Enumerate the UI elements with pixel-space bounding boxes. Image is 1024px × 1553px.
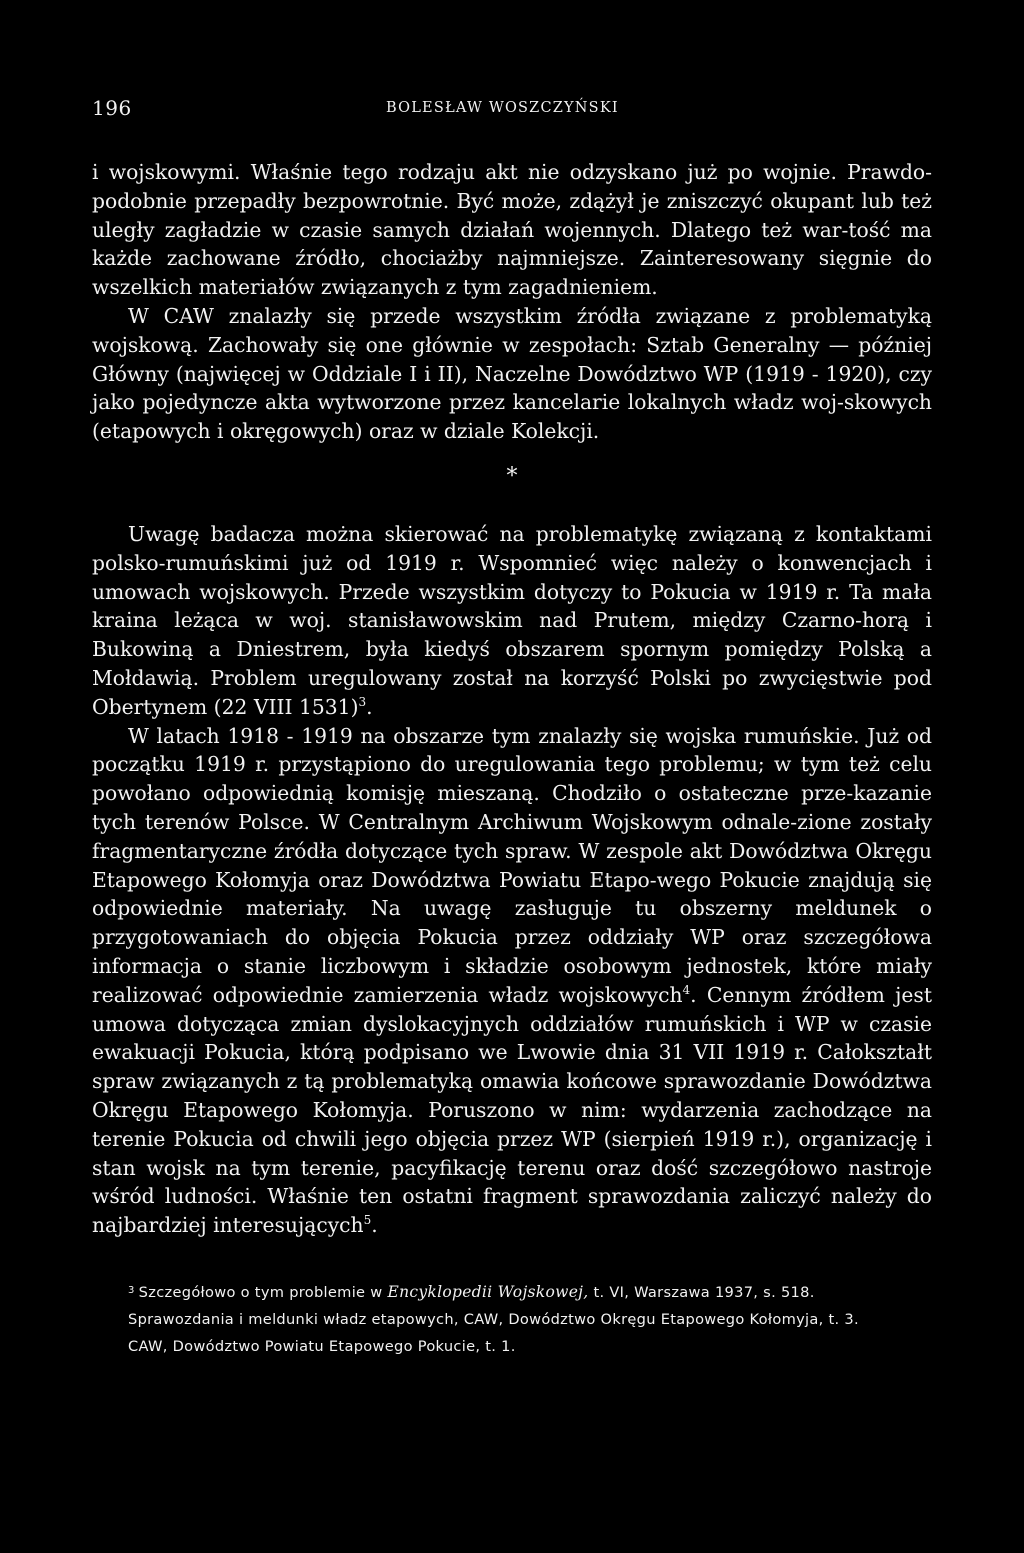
book-page bbox=[92, 96, 932, 1363]
footnote-ref-4: 4 bbox=[682, 982, 691, 997]
footnote-4: Sprawozdania i meldunki władz etapowych, CAW, Dowództwo Okręgu Etapowego Kołomyja, t. 3. bbox=[128, 1310, 859, 1328]
paragraph-3-end: . bbox=[366, 694, 373, 719]
paragraph-3-text: Uwagę badacza można skierować na problematykę związaną z kontaktami polsko-rumuńskimi już od 1919 r. Wspomnieć więc należy o konwencjach i umowach wojskowych. Przede wszystkim dotyczy to Pokucia w 1919 r. Ta mała kraina leżąca w woj. stanisławowskim nad Prutem, między Czarno-horą i Bukowiną a Dniestrem, była kiedyś obszarem spornym pomiędzy Polską a Mołdawią. Problem uregulowany został na korzyść Polski po zwycięstwie pod Obertynem (22 VIII 1531) bbox=[92, 521, 932, 719]
paragraph-4-text-1: W latach 1918 - 1919 na obszarze tym znalazły się wojska rumuńskie. Już od początku 1919 r. przystąpiono do uregulowania tego problemu; w tym też celu powołano odpowiednią komisję mieszaną. Chodziło o ostateczne prze-kazanie tych terenów Polsce. W Centralnym Archiwum Wojskowym odnale-zione zostały fragmentaryczne źródła dotyczące tych spraw. W zespole akt Dowództwa Okręgu Etapowego Kołomyja oraz Dowództwa Powiatu Etapo-wego Pokucie znajdują się odpowiednie materiały. Na uwagę zasługuje tu obszerny meldunek o przygotowaniach do objęcia Pokucia przez oddziały WP oraz szczegółowa informacja o stanie liczbowym i składzie osobowym jednostek, które miały realizować odpowiednie zamierzenia władz wojskowych bbox=[92, 723, 932, 1007]
footnote-ref-5: 5 bbox=[363, 1213, 372, 1228]
running-head: BOLESŁAW WOSZCZYŃSKI bbox=[386, 100, 619, 116]
body-text bbox=[92, 158, 932, 1240]
footnote-ref-3: 3 bbox=[358, 694, 367, 709]
section-separator: * bbox=[506, 463, 518, 489]
page-number: 196 bbox=[92, 96, 132, 120]
footnote-3-rest: t. VI, Warszawa 1937, s. 518. bbox=[588, 1283, 815, 1301]
paragraph-3 bbox=[92, 520, 932, 722]
paragraph-4 bbox=[92, 722, 932, 1240]
paragraph-4-end: . bbox=[371, 1213, 378, 1238]
footnote-3-title: Encyklopedii Wojskowej, bbox=[387, 1282, 589, 1301]
paragraph-1: i wojskowymi. Właśnie tego rodzaju akt nie odzyskano już po wojnie. Prawdo-podobnie przepadły bezpowrotnie. Być może, zdążył je zniszczyć okupant lub też uległy zagładzie w czasie samych działań wojennych. Dlatego też war-tość ma każde zachowane źródło, chociażby najmniejsze. Zainteresowany sięgnie do wszelkich materiałów związanych z tym zagadnieniem. bbox=[92, 160, 932, 300]
footnotes bbox=[92, 1280, 932, 1358]
footnote-3-text: Szczegółowo o tym problemie w bbox=[138, 1283, 388, 1301]
footnote-3-mark: 3 bbox=[128, 1284, 135, 1296]
paragraph-2: W CAW znalazły się przede wszystkim źródła związane z problematyką wojskową. Zachowały się one głównie w zespołach: Sztab Generalny — później Główny (najwięcej w Oddziale I i II), Naczelne Dowództwo WP (1919 - 1920), czy jako pojedyncze akta wytworzone przez kancelarie lokalnych władz woj-skowych (etapowych i okręgowych) oraz w dziale Kolekcji. bbox=[92, 303, 932, 444]
footnote-3 bbox=[92, 1280, 932, 1304]
paragraph-4-text-2: . Cennym źródłem jest umowa dotycząca zmian dyslokacyjnych oddziałów rumuńskich i WP w czasie ewakuacji Pokucia, którą podpisano we Lwowie dnia 31 VII 1919 r. Całokształt spraw związanych z tą problematyką omawia końcowe sprawozdanie Dowództwa Okręgu Etapowego Kołomyja. Poruszono w nim: wydarzenia zachodzące na terenie Pokucia od chwili jego objęcia przez WP (sierpień 1919 r.), organizację i stan wojsk na tym terenie, pacyfikację terenu oraz dość szczegółowo nastroje wśród ludności. Właśnie ten ostatni fragment sprawozdania zaliczyć należy do najbardziej interesujących bbox=[92, 982, 932, 1238]
footnote-5: CAW, Dowództwo Powiatu Etapowego Pokucie, t. 1. bbox=[128, 1337, 516, 1355]
page-header bbox=[92, 96, 932, 136]
